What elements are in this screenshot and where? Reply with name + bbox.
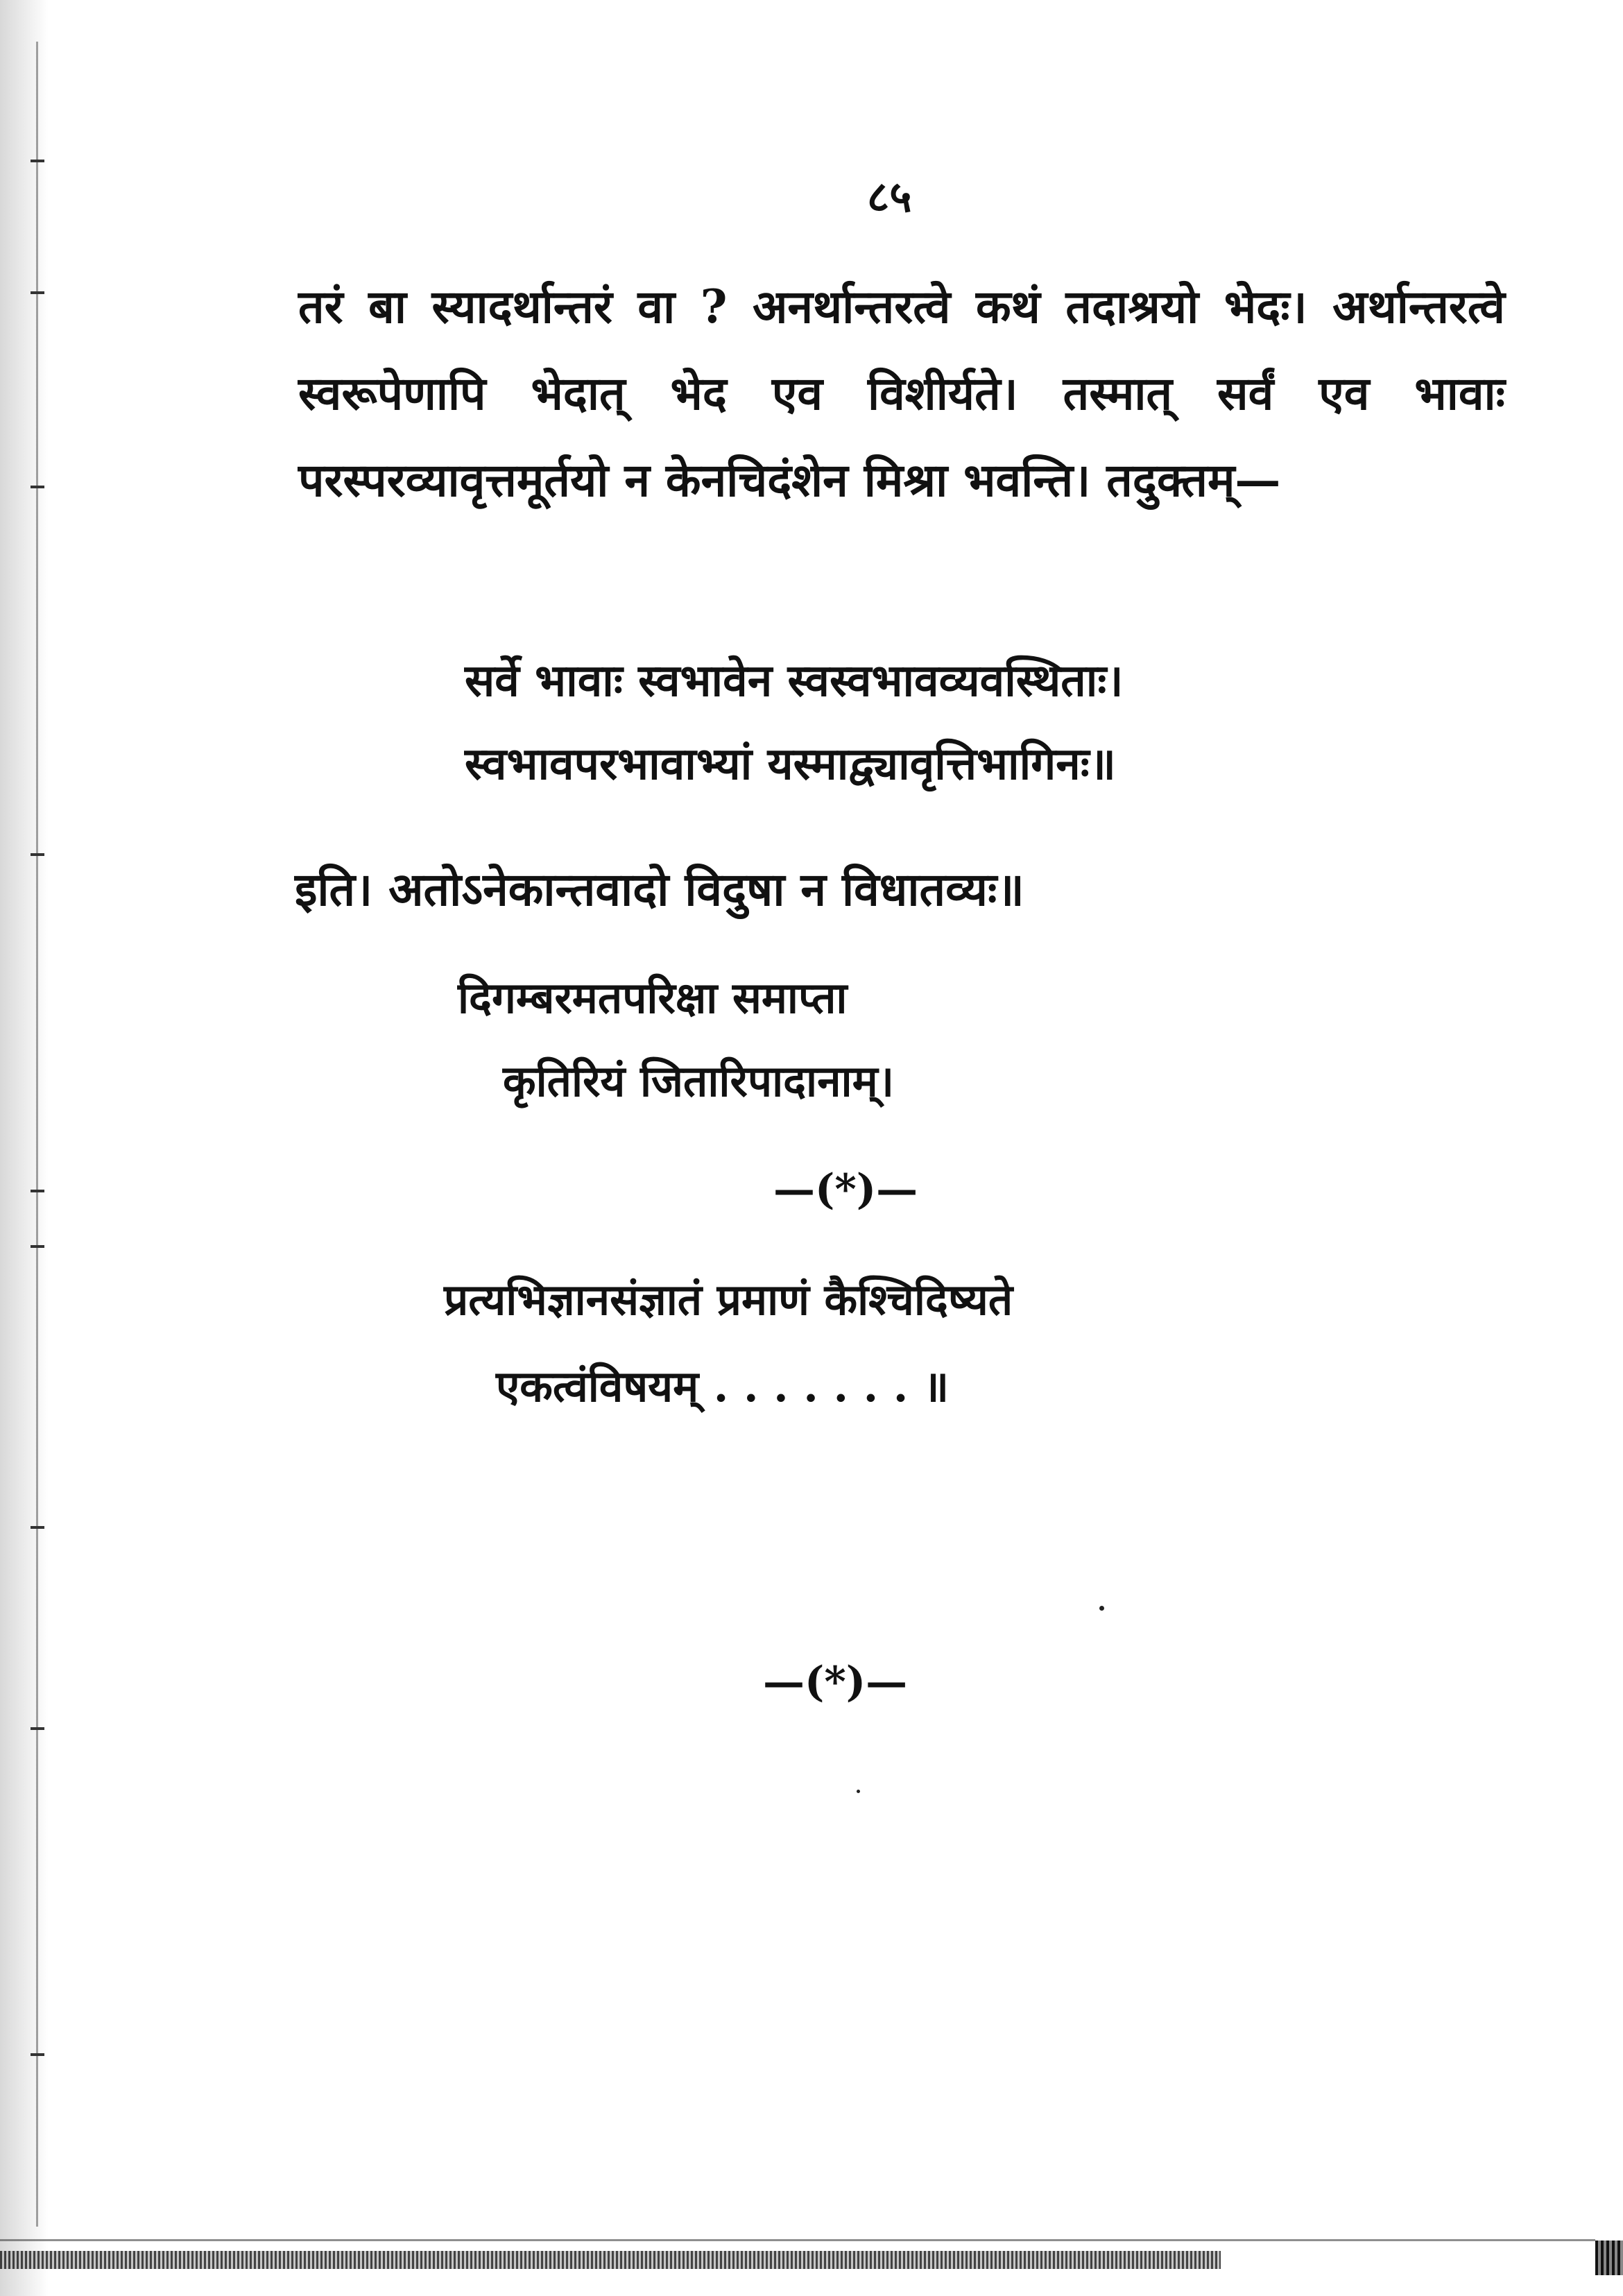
edge-tick xyxy=(31,1190,44,1192)
ink-speck xyxy=(1099,1606,1104,1611)
quote-line-1: प्रत्यभिज्ञानसंज्ञातं प्रमाणं कैश्चिदिष्यते xyxy=(444,1274,1013,1325)
edge-tick xyxy=(31,2053,44,2056)
verse-line-2: स्वभावपरभावाभ्यां यस्माद्व्यावृत्तिभागिनः॥ xyxy=(465,738,1117,790)
scan-bottom-strip xyxy=(0,2251,1221,2269)
edge-tick xyxy=(31,486,44,488)
binding-edge-line xyxy=(36,42,38,2227)
quote-line-2: एकत्वंविषयम् . . . . . . . ॥ xyxy=(496,1361,950,1412)
ink-speck xyxy=(857,1790,860,1793)
edge-tick xyxy=(31,160,44,162)
edge-tick xyxy=(31,1245,44,1248)
verse-line-1: सर्वे भावाः स्वभावेन स्वस्वभावव्यवस्थिताः। xyxy=(465,655,1124,707)
colophon-title: दिगम्बरमतपरिक्षा समाप्ता xyxy=(458,973,848,1023)
edge-tick xyxy=(31,1727,44,1730)
closing-ornament: —(*)— xyxy=(763,1658,908,1706)
scan-corner-mark xyxy=(1595,2241,1623,2275)
scan-bottom-line xyxy=(0,2239,1595,2241)
section-ornament: —(*)— xyxy=(773,1165,918,1214)
edge-tick xyxy=(31,1526,44,1529)
page-number: ८५ xyxy=(867,171,912,222)
edge-tick xyxy=(31,291,44,294)
prose-paragraph: तरं बा स्यादर्थान्तरं वा ? अनर्थान्तरत्वे कथं तदाश्रयो भेदः। अर्थान्तरत्वे स्वरूपेणापि भेदात् भेद एव विशीर्यते। तस्मात् सर्वं एव भावाः परस्परव्यावृत्तमूर्तयो न केनचिदंशेन मिश्रा भवन्ति। तदुक्तम्— xyxy=(298,280,1505,507)
scan-left-margin xyxy=(0,0,49,2296)
concluding-sentence: इति। अतोऽनेकान्तवादो विदुषा न विधातव्यः॥ xyxy=(295,862,1024,916)
edge-tick xyxy=(31,853,44,856)
colophon-author: कृतिरियं जितारिपादानाम्। xyxy=(503,1056,895,1106)
